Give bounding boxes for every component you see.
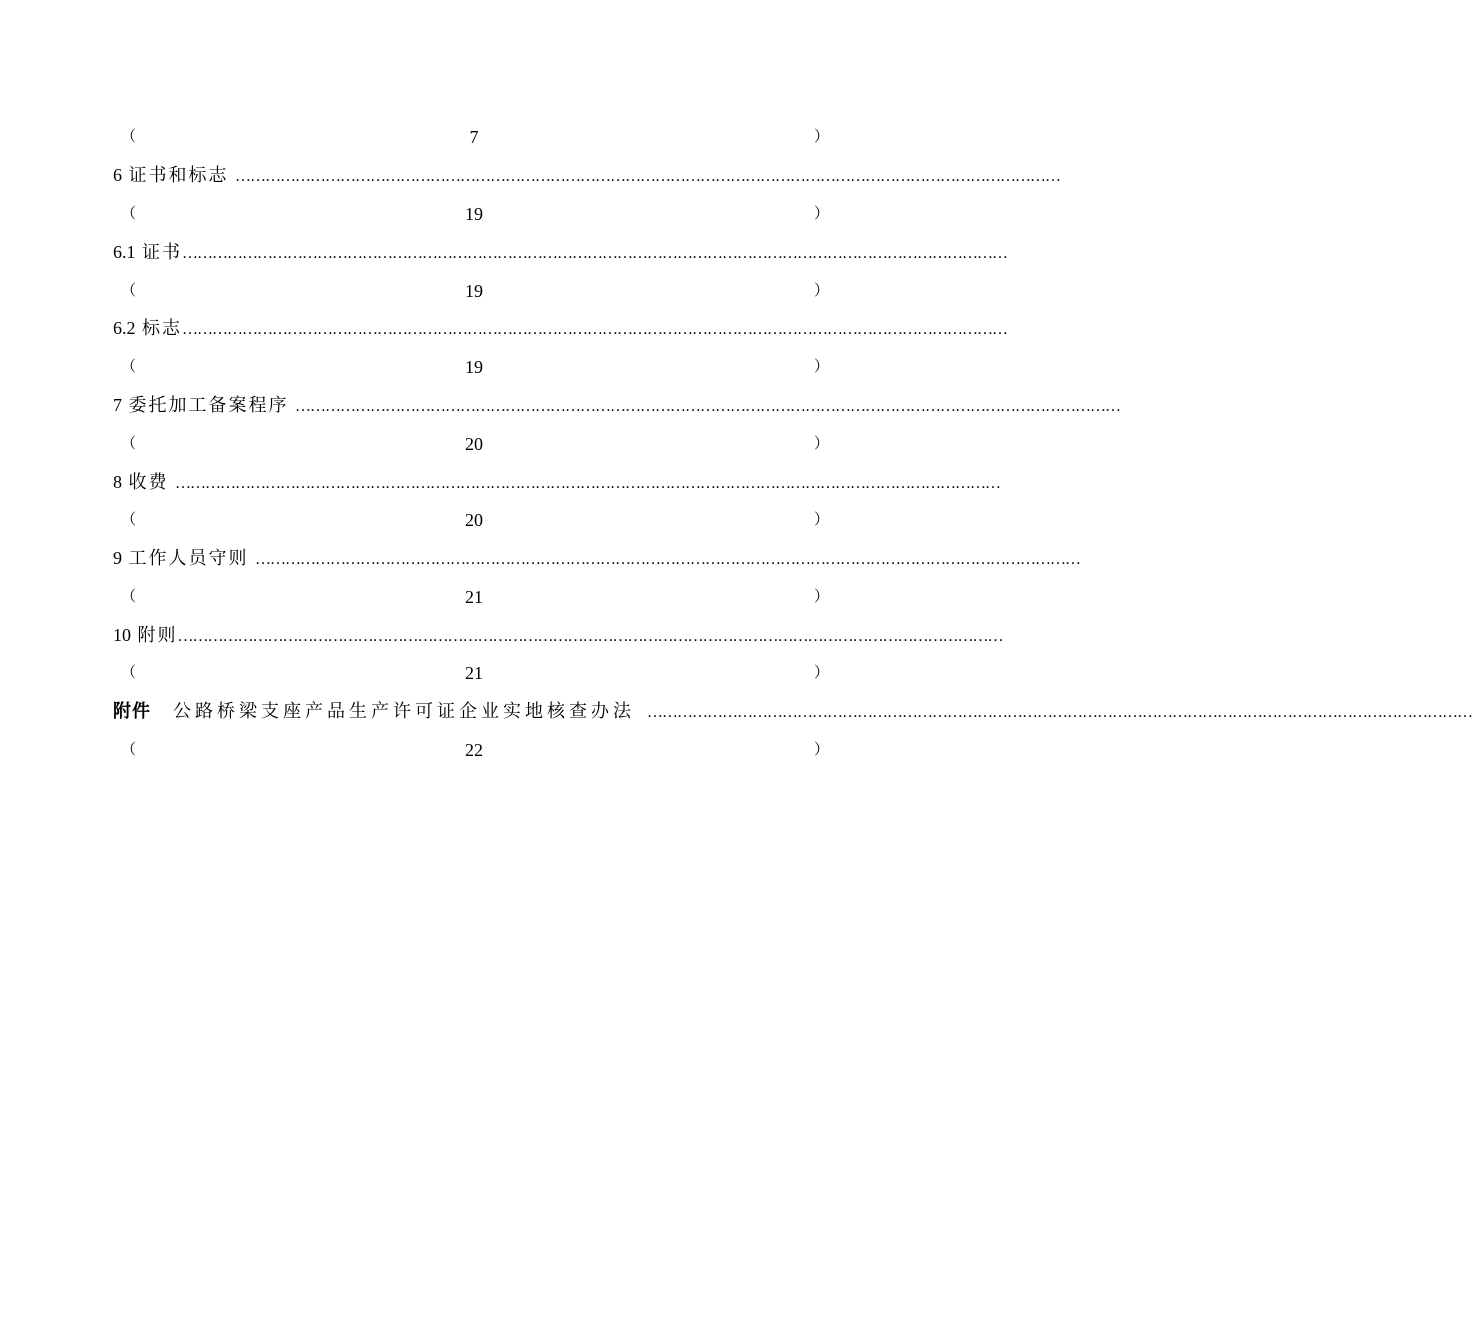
toc-entry-title	[113, 313, 182, 343]
close-paren: ）	[813, 436, 829, 452]
page-number: 7	[469, 127, 479, 147]
leader-dots: …………………………………………………………………………………………………………………………………………………	[182, 245, 1007, 262]
toc-entry[interactable]	[113, 390, 1120, 420]
page-number: 20	[465, 434, 483, 454]
page-number: 20	[465, 510, 483, 530]
open-paren: （	[121, 283, 137, 299]
leader-dots: …………………………………………………………………………………………………………………………………………………	[647, 704, 1472, 721]
page-number: 19	[465, 357, 483, 377]
section-number: 10	[113, 625, 131, 645]
close-paren: ）	[813, 359, 829, 375]
close-paren: ）	[813, 283, 829, 299]
open-paren: （	[121, 436, 137, 452]
toc-entry-title	[113, 390, 295, 420]
toc-entry-title	[113, 620, 178, 650]
section-number: 6.2	[113, 318, 136, 338]
section-number: 6	[113, 165, 122, 185]
close-paren: ）	[813, 742, 829, 758]
open-paren: （	[121, 359, 137, 375]
open-paren: （	[121, 665, 137, 681]
close-paren: ）	[813, 589, 829, 605]
section-title: 委托加工备案程序	[128, 395, 289, 415]
toc-page-number-line	[113, 505, 835, 535]
close-paren: ）	[813, 512, 829, 528]
section-title: 附则	[137, 625, 178, 645]
section-title: 证书	[142, 242, 182, 262]
toc-entry[interactable]	[113, 543, 1080, 573]
attachment-label: 附件	[113, 701, 151, 721]
toc-entry-title	[113, 467, 175, 497]
toc-page-number-line	[113, 429, 835, 459]
toc-attachment-entry[interactable]	[113, 696, 1472, 726]
toc-page-number-line	[113, 658, 835, 688]
leader-dots: …………………………………………………………………………………………………………………………………………………	[182, 321, 1007, 338]
open-paren: （	[121, 512, 137, 528]
close-paren: ）	[813, 206, 829, 222]
toc-page-number-line	[113, 582, 835, 612]
attachment-title: 公路桥梁支座产品生产许可证企业实地核查办法	[173, 701, 635, 721]
open-paren: （	[121, 589, 137, 605]
toc-page-number-line	[113, 735, 835, 765]
section-title: 证书和标志	[128, 165, 229, 185]
section-number: 7	[113, 395, 122, 415]
section-number: 9	[113, 548, 122, 568]
leader-dots: …………………………………………………………………………………………………………………………………………………	[295, 398, 1120, 415]
open-paren: （	[121, 742, 137, 758]
section-title: 工作人员守则	[128, 548, 249, 568]
toc-entry[interactable]	[113, 620, 1003, 650]
close-paren: ）	[813, 665, 829, 681]
page-number: 21	[465, 587, 483, 607]
toc-entry-title	[113, 237, 182, 267]
toc-entry[interactable]	[113, 160, 1060, 190]
leader-dots: …………………………………………………………………………………………………………………………………………………	[177, 628, 1003, 645]
toc-page-number-line	[113, 276, 835, 306]
close-paren: ）	[813, 129, 829, 145]
leader-dots: …………………………………………………………………………………………………………………………………………………	[235, 168, 1060, 185]
toc-entry[interactable]	[113, 313, 1007, 343]
section-number: 8	[113, 472, 122, 492]
toc-page-number-line	[113, 352, 835, 382]
section-number: 6.1	[113, 242, 136, 262]
leader-dots: …………………………………………………………………………………………………………………………………………………	[255, 551, 1080, 568]
toc-page-number-line	[113, 199, 835, 229]
open-paren: （	[121, 206, 137, 222]
toc-entry-title	[113, 543, 255, 573]
toc-entry[interactable]	[113, 467, 1000, 497]
toc-entry-title	[113, 160, 235, 190]
page-number: 19	[465, 281, 483, 301]
toc-entry[interactable]	[113, 237, 1007, 267]
toc-page-number-line	[113, 122, 835, 152]
leader-dots: …………………………………………………………………………………………………………………………………………………	[175, 475, 1000, 492]
section-title: 收费	[128, 472, 169, 492]
page-number: 21	[465, 663, 483, 683]
page-number: 19	[465, 204, 483, 224]
open-paren: （	[121, 129, 137, 145]
page-number: 22	[465, 740, 483, 760]
section-title: 标志	[142, 318, 182, 338]
